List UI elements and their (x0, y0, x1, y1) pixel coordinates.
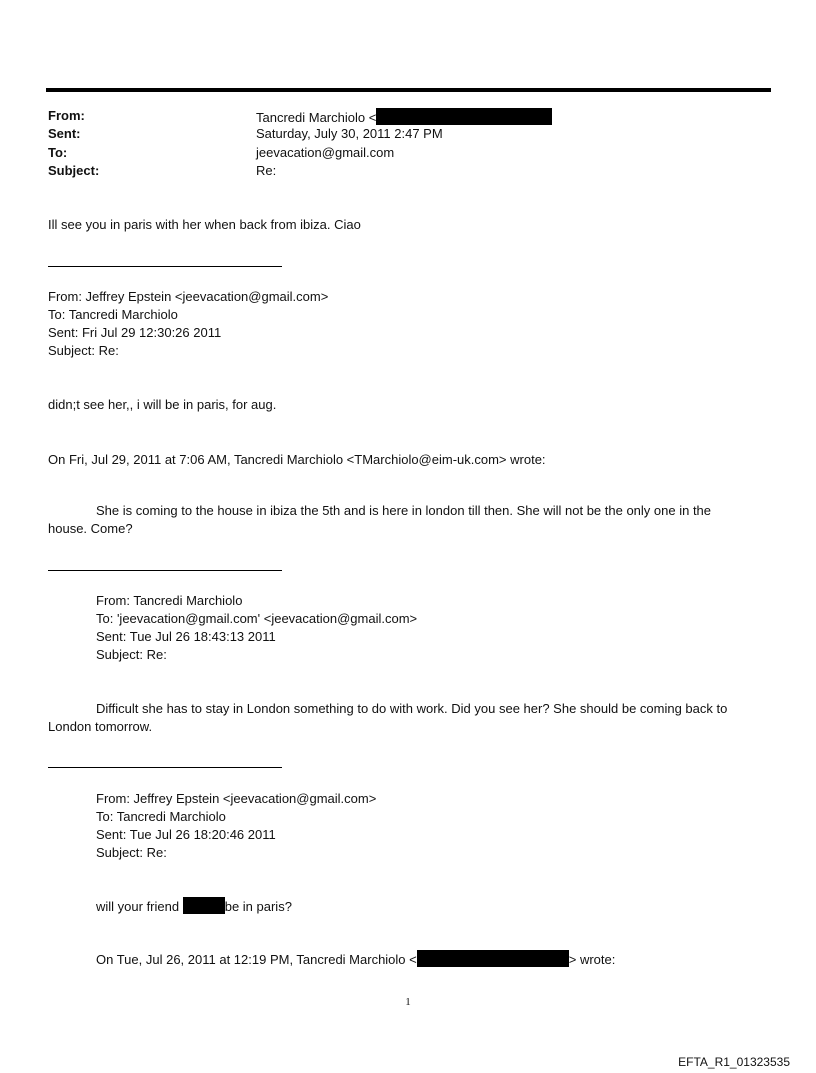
redaction-block (376, 108, 552, 125)
subject-value: Re: (256, 163, 277, 178)
separator-2 (48, 570, 282, 571)
from-value-text: Tancredi Marchiolo < (256, 110, 377, 125)
msg2-subject: Subject: Re: (48, 343, 119, 358)
msg4-to: To: Tancredi Marchiolo (96, 809, 226, 824)
reply-text-3-line1: She is coming to the house in ibiza the 5th and is here in london till then. She will not be the only one in the (96, 503, 712, 518)
reply-text-3-line2: house. Come? (48, 521, 133, 536)
reply-text-1: Ill see you in paris with her when back from ibiza. Ciao (48, 217, 361, 232)
from-label: From: (48, 108, 85, 123)
quote-line-2a: On Tue, Jul 26, 2011 at 12:19 PM, Tancredi Marchiolo < (96, 952, 417, 967)
msg2-from: From: Jeffrey Epstein <jeevacation@gmail.com> (48, 289, 329, 304)
redaction-block (183, 897, 225, 914)
msg3-to: To: 'jeevacation@gmail.com' <jeevacation@gmail.com> (96, 611, 418, 626)
quote-line-1: On Fri, Jul 29, 2011 at 7:06 AM, Tancredi Marchiolo <TMarchiolo@eim-uk.com> wrote: (48, 452, 546, 467)
document-id: EFTA_R1_01323535 (678, 1055, 790, 1069)
msg4-subject: Subject: Re: (96, 845, 167, 860)
header-rule (46, 88, 771, 92)
reply-text-5 (96, 897, 292, 916)
subject-label: Subject: (48, 163, 100, 178)
msg3-sent: Sent: Tue Jul 26 18:43:13 2011 (96, 629, 276, 644)
msg2-to: To: Tancredi Marchiolo (48, 307, 178, 322)
from-value (256, 108, 552, 125)
reply-text-5b: be in paris? (224, 899, 292, 914)
sent-value: Saturday, July 30, 2011 2:47 PM (256, 126, 443, 141)
reply-text-2: didn;t see her,, i will be in paris, for aug. (48, 397, 277, 412)
reply-text-4-line2: London tomorrow. (48, 719, 153, 734)
to-label: To: (48, 145, 68, 160)
msg4-sent: Sent: Tue Jul 26 18:20:46 2011 (96, 827, 276, 842)
page-number: 1 (405, 996, 411, 1008)
quote-line-2 (96, 950, 615, 969)
sent-label: Sent: (48, 126, 81, 141)
quote-line-2b: > wrote: (568, 952, 616, 967)
msg3-from: From: Tancredi Marchiolo (96, 593, 243, 608)
reply-text-5a: will your friend (96, 899, 180, 914)
separator-1 (48, 266, 282, 267)
redaction-block (417, 950, 569, 967)
msg3-subject: Subject: Re: (96, 647, 167, 662)
to-value: jeevacation@gmail.com (256, 145, 395, 160)
reply-text-4-line1: Difficult she has to stay in London something to do with work. Did you see her? She should be coming back to (96, 701, 728, 716)
msg4-from: From: Jeffrey Epstein <jeevacation@gmail.com> (96, 791, 377, 806)
separator-3 (48, 767, 282, 768)
msg2-sent: Sent: Fri Jul 29 12:30:26 2011 (48, 325, 222, 340)
